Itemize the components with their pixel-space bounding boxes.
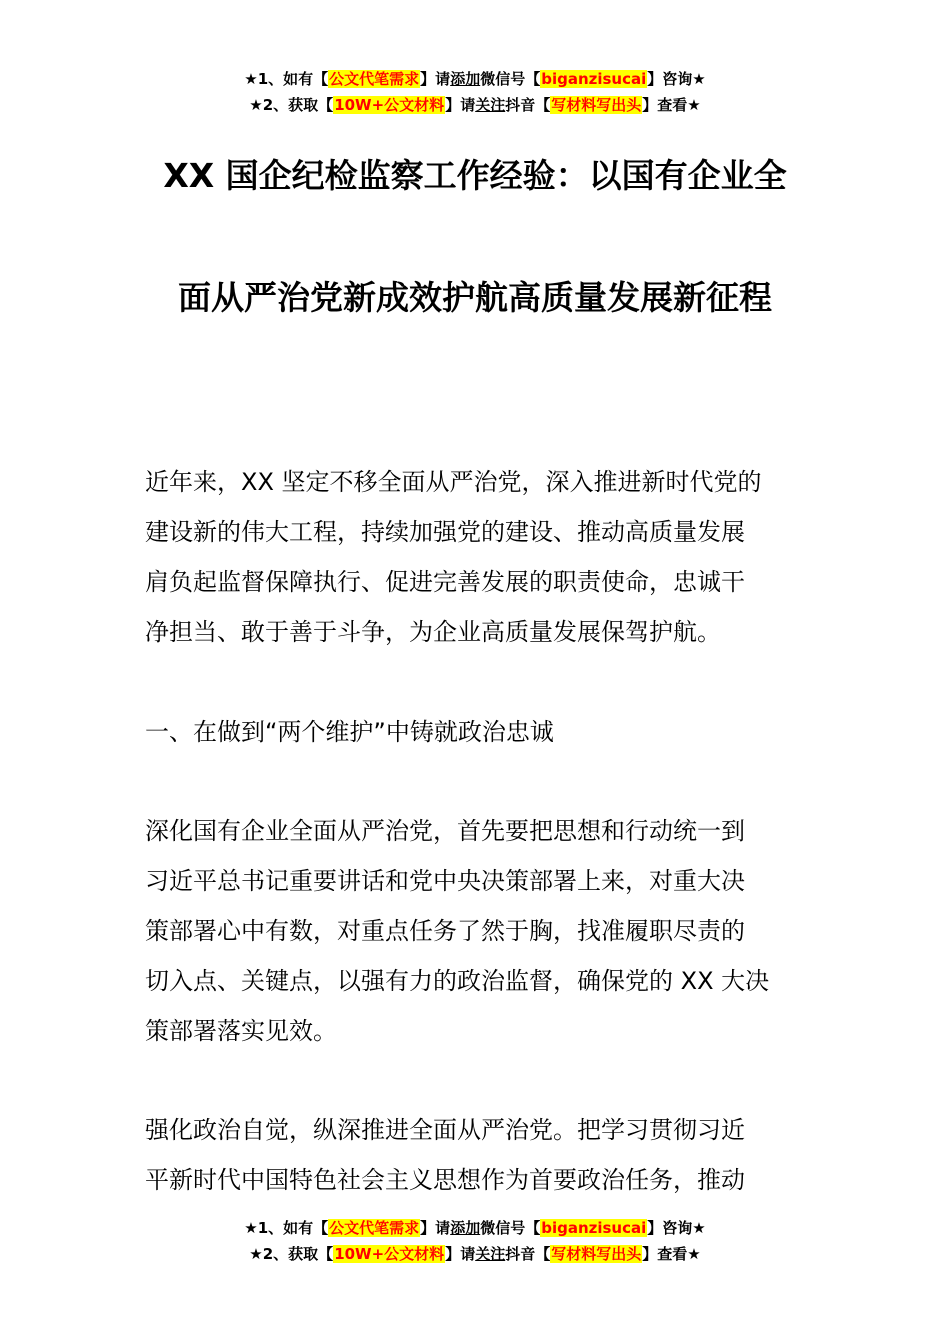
section-heading-1 xyxy=(145,707,810,757)
banner-tag-materials: 10W+公文材料 xyxy=(334,96,445,114)
text-line: 强化政治自觉，纵深推进全面从严治党。把学习贯彻习近 xyxy=(145,1116,745,1144)
banner-tag-service: 公文代笔需求 xyxy=(329,1219,420,1237)
banner-line-1: ★1、如有【公文代笔需求】请添加微信号【biganzisucai】咨询★ xyxy=(244,70,706,88)
document-title-line-1: XX 国企纪检监察工作经验：以国有企业全 xyxy=(163,156,787,195)
banner-line-2: ★2、获取【10W+公文材料】请关注抖音【写材料写出头】查看★ xyxy=(249,96,701,114)
text-line: 策部署心中有数，对重点任务了然于胸，找准履职尽责的 xyxy=(145,917,745,945)
banner-line-1: ★1、如有【公文代笔需求】请添加微信号【biganzisucai】咨询★ xyxy=(244,1219,706,1237)
banner-tag-wechat: biganzisucai xyxy=(541,70,647,88)
footer-banner xyxy=(0,1215,950,1267)
banner-tag-service: 公文代笔需求 xyxy=(329,70,420,88)
text-line: 净担当、敢于善于斗争，为企业高质量发展保驾护航。 xyxy=(145,618,721,646)
text-line: 肩负起监督保障执行、促进完善发展的职责使命，忠诚干 xyxy=(145,568,745,596)
paragraph-intro xyxy=(145,457,810,657)
text-line: 平新时代中国特色社会主义思想作为首要政治任务，推动 xyxy=(145,1166,745,1194)
text-line: 深化国有企业全面从严治党，首先要把思想和行动统一到 xyxy=(145,817,745,845)
text-line: 切入点、关键点，以强有力的政治监督，确保党的 XX 大决 xyxy=(145,967,770,995)
text-line: 策部署落实见效。 xyxy=(145,1017,337,1045)
text-line: 习近平总书记重要讲话和党中央决策部署上来，对重大决 xyxy=(145,867,745,895)
header-banner xyxy=(0,66,950,118)
paragraph-political-awareness xyxy=(145,1105,810,1205)
heading-text: 一、在做到“两个维护”中铸就政治忠诚 xyxy=(145,718,554,746)
paragraph-political-loyalty xyxy=(145,806,810,1056)
document-title-line-2: 面从严治党新成效护航高质量发展新征程 xyxy=(178,278,772,317)
banner-tag-materials: 10W+公文材料 xyxy=(334,1245,445,1263)
text-line: 近年来，XX 坚定不移全面从严治党，深入推进新时代党的 xyxy=(145,468,762,496)
banner-tag-douyin: 写材料写出头 xyxy=(551,1245,642,1263)
text-line: 建设新的伟大工程，持续加强党的建设、推动高质量发展 xyxy=(145,518,745,546)
banner-line-2: ★2、获取【10W+公文材料】请关注抖音【写材料写出头】查看★ xyxy=(249,1245,701,1263)
banner-tag-wechat: biganzisucai xyxy=(541,1219,647,1237)
banner-tag-douyin: 写材料写出头 xyxy=(551,96,642,114)
